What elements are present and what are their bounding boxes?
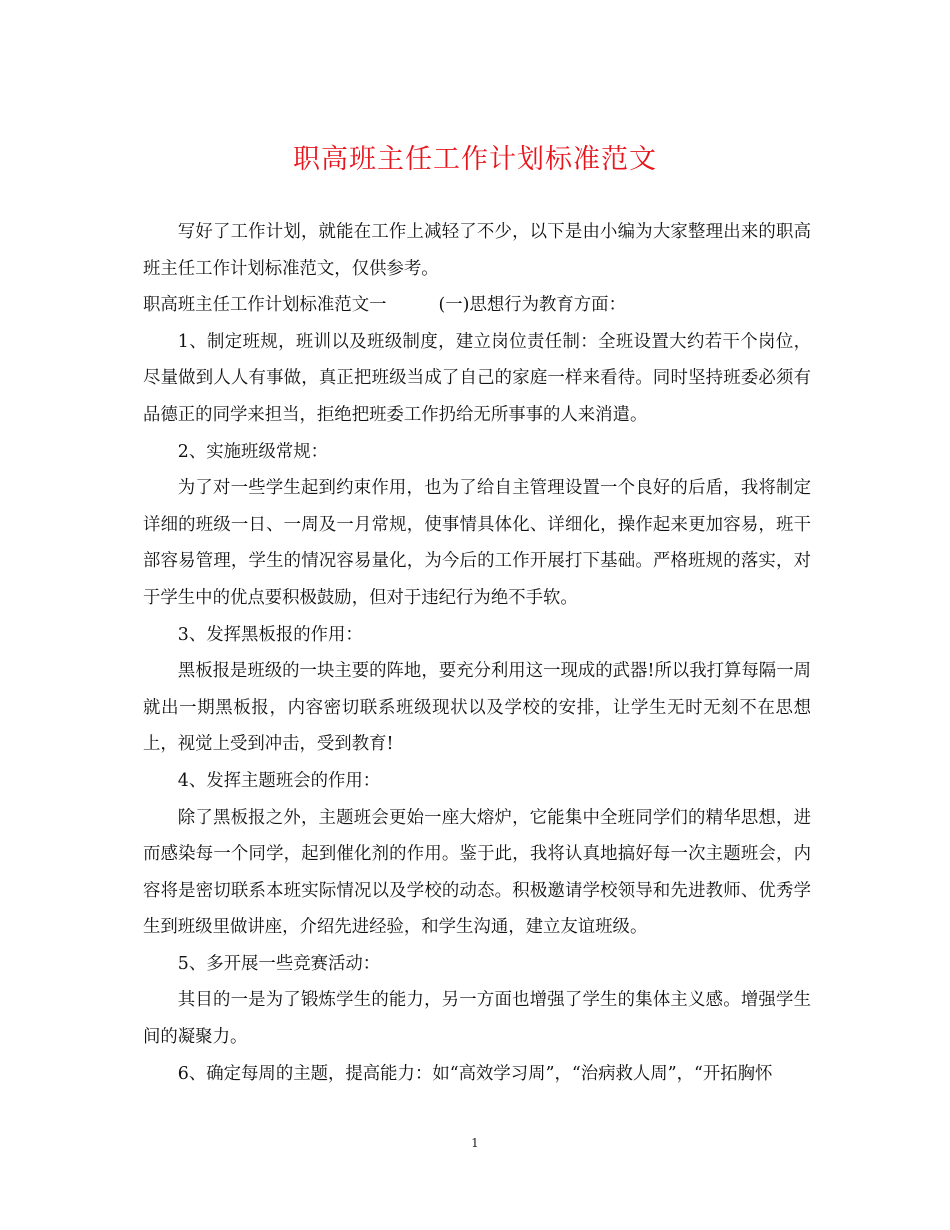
section-heading-line [143, 287, 811, 324]
item-5-content: 其目的一是为了锻炼学生的能力，另一方面也增强了学生的集体主义感。增强学生间的凝聚力。 [143, 990, 811, 1048]
item-5-heading: 5、多开展一些竞赛活动： [177, 953, 381, 974]
section-subtitle: (一)思想行为教育方面： [438, 295, 626, 316]
item-1-paragraph: 1、制定班规，班训以及班级制度，建立岗位责任制：全班设置大约若干个岗位，尽量做到人人有事做，真正把班级当成了自己的家庭一样来看待。同时坚持班委必须有品德正的同学来担当，拒绝把班委工作扔给无所事事的人来消遣。 [143, 331, 811, 425]
item-2-heading: 2、实施班级常规： [177, 441, 328, 462]
page-number: 1 [471, 1136, 479, 1150]
item-3-content: 黑板报是班级的一块主要的阵地，要充分利用这一现成的武器!所以我打算每隔一周就出一期黑板报，内容密切联系班级现状以及学校的安排，让学生无时无刻不在思想上，视觉上受到冲击，受到教育! [143, 661, 811, 755]
item-3-heading: 3、发挥黑板报的作用： [177, 624, 363, 645]
intro-paragraph: 写好了工作计划，就能在工作上减轻了不少，以下是由小编为大家整理出来的职高班主任工作计划标准范文，仅供参考。 [143, 222, 811, 279]
item-6-heading: 6、确定每周的主题，提高能力：如“高效学习周”，“治病救人周”，“开拓胸怀 [177, 1063, 773, 1084]
item-4-content: 除了黑板报之外，主题班会更始一座大熔炉，它能集中全班同学们的精华思想，进而感染每一个同学，起到催化剂的作用。鉴于此，我将认真地搞好每一次主题班会，内容将是密切联系本班实际情况以及学校的动态。积极邀请学校领导和先进教师、优秀学生到班级里做讲座，介绍先进经验，和学生沟通，建立友谊班级。 [143, 807, 811, 938]
document-body [143, 214, 811, 1092]
item-2-content: 为了对一些学生起到约束作用，也为了给自主管理设置一个良好的后盾，我将制定详细的班级一日、一周及一月常规，使事情具体化、详细化，操作起来更加容易，班干部容易管理，学生的情况容易量化，为今后的工作开展打下基础。严格班规的落实，对于学生中的优点要积极鼓励，但对于违纪行为绝不手软。 [143, 478, 811, 608]
section-title: 职高班主任工作计划标准范文一 [143, 295, 387, 316]
document-title: 职高班主任工作计划标准范文 [293, 144, 657, 175]
item-4-heading: 4、发挥主题班会的作用： [177, 770, 381, 791]
